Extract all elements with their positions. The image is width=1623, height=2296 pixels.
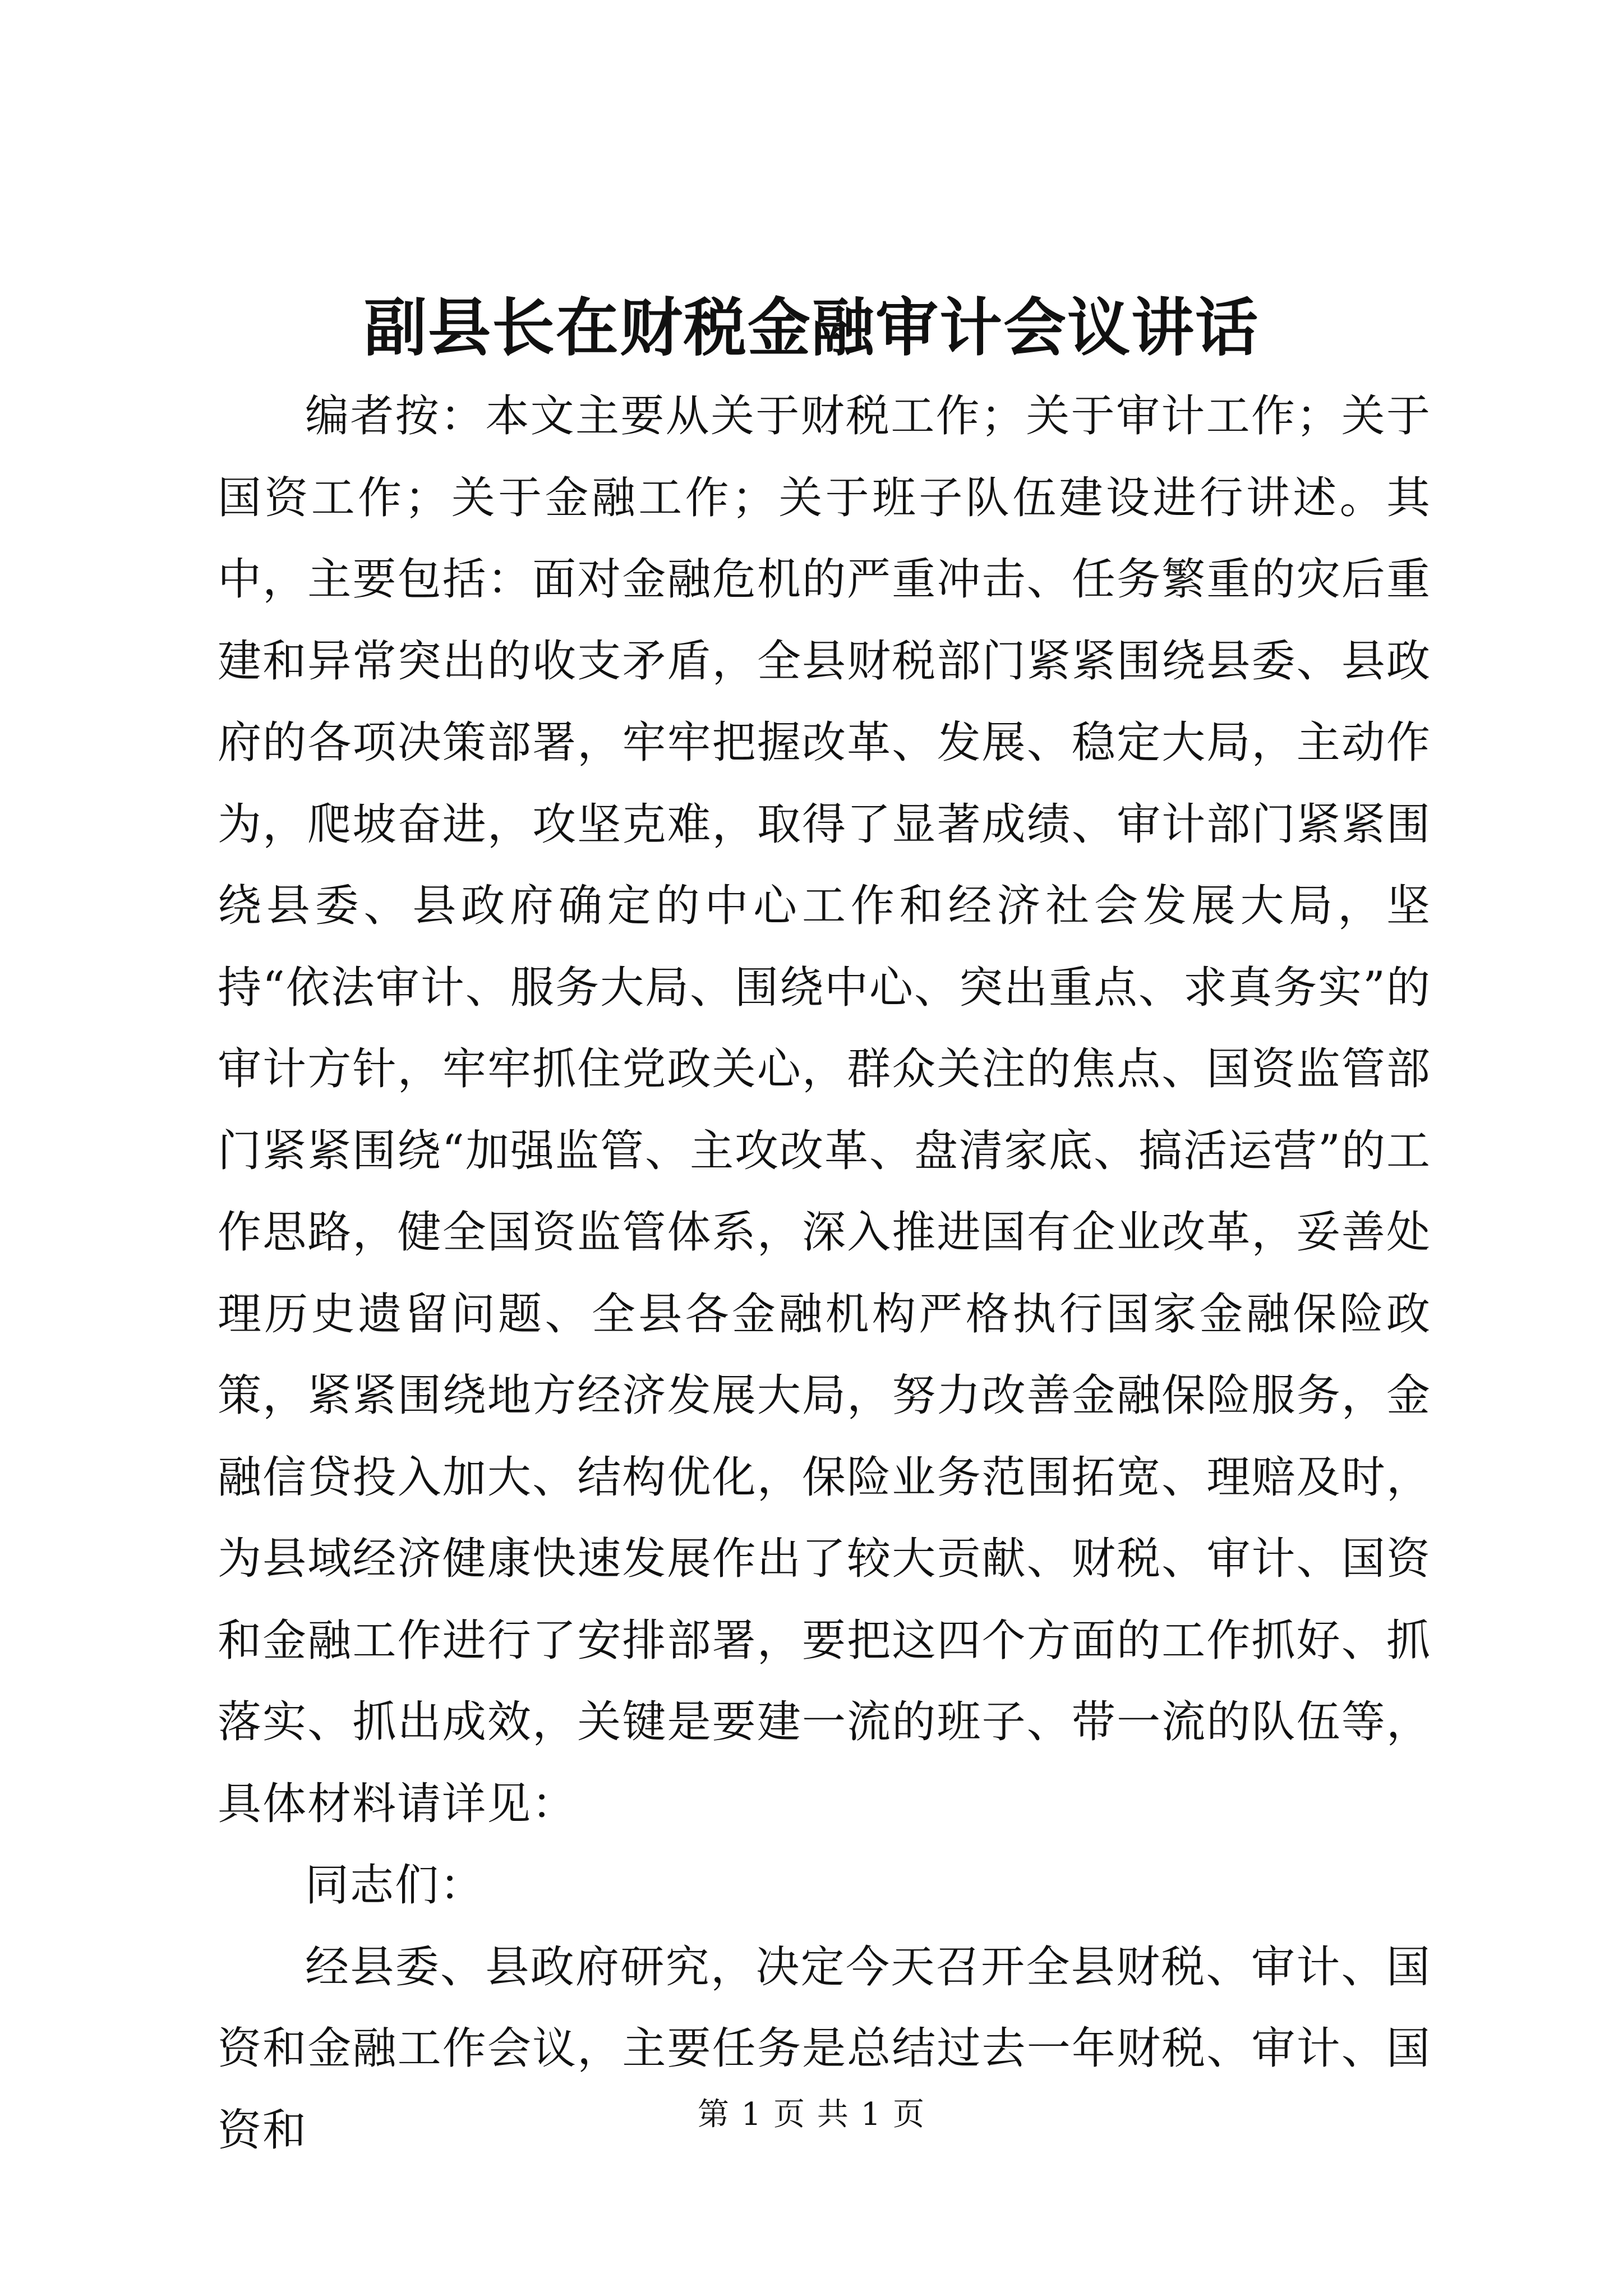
- salutation-paragraph: 同志们：: [305, 1860, 485, 1911]
- editor-note-paragraph: 编者按：本文主要从关于财税工作；关于审计工作；关于国资工作；关于金融工作；关于班子队伍建设进行讲述。其中，主要包括：面对金融危机的严重冲击、任务繁重的灾后重建和异常突出的收支矛盾，全县财税部门紧紧围绕县委、县政府的各项决策部署，牢牢把握改革、发展、稳定大局，主动作为，爬坡奋进，攻坚克难，取得了显著成绩、审计部门紧紧围绕县委、县政府确定的中心工作和经济社会发展大局，坚持“依法审计、服务大局、围绕中心、突出重点、求真务实”的审计方针，牢牢抓住党政关心，群众关注的焦点、国资监管部门紧紧围绕“加强监管、主攻改革、盘清家底、搞活运营”的工作思路，健全国资监管体系，深入推进国有企业改革，妥善处理历史遗留问题、全县各金融机构严格执行国家金融保险政策，紧紧围绕地方经济发展大局，努力改善金融保险服务，金融信贷投入加大、结构优化，保险业务范围拓宽、理赔及时，为县域经济健康快速发展作出了较大贡献、财税、审计、国资和金融工作进行了安排部署，要把这四个方面的工作抓好、抓落实、抓出成效，关键是要建一流的班子、带一流的队伍等，具体材料请详见：: [218, 391, 1431, 1829]
- document-body: [218, 376, 1431, 2171]
- body-paragraph: 经县委、县政府研究，决定今天召开全县财税、审计、国资和金融工作会议，主要任务是总结过去一年财税、审计、国资和: [218, 1941, 1431, 2156]
- document-title: 副县长在财税金融审计会议讲话: [364, 291, 1259, 365]
- page-footer: 第 1 页 共 1 页: [697, 2096, 926, 2133]
